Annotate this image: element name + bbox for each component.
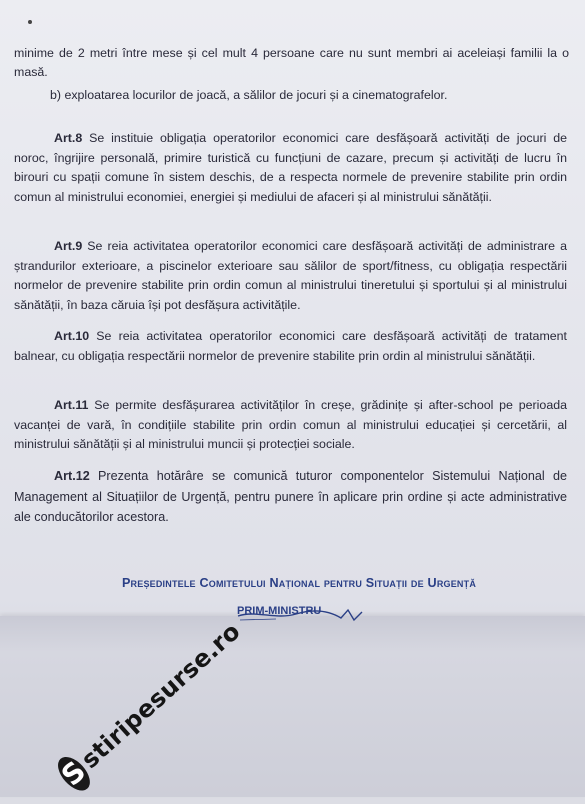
article-11-label: Art.11 — [54, 398, 89, 412]
article-8 — [14, 129, 567, 207]
article-8-text: Se instituie obligația operatorilor economici care desfășoară activități de jocuri de noroc, îngrijire personală, primire turistică cu funcțiuni de cazare, precum și activități de lucru în birouri cu spații comune în sistem deschis, de a respecta normele de prevenire stabilite prin ordin comun al ministrului economiei, energiei și mediului de afaceri și al ministrului sănătății. — [14, 131, 568, 204]
article-10-label: Art.10 — [54, 329, 90, 343]
watermark-text: stiripesurse.ro — [75, 617, 246, 774]
watermark-logo-icon: S — [52, 751, 96, 796]
signature-role: PRIM-MINISTRU — [237, 605, 322, 617]
article-9-text: Se reia activitatea operatorilor economici care desfășoară activități de administrare a ștrandurilor exterioare, a piscinelor exterioare sau sălilor de sport/fitness, cu obligația respectării normelor de prevenire stabilite prin ordin comun al ministrului tineretului și sportului și al ministrului sănătății, în baza căruia își pot desfășura activitățile. — [14, 239, 567, 312]
signature-title: Președintele Comitetului Național pentru Situații de Urgență — [121, 576, 477, 590]
article-11 — [14, 396, 567, 455]
intro-line: minime de 2 metri între mese și cel mult 4 persoane care nu sunt membri ai aceleiași familii la o masă. — [14, 46, 569, 79]
article-9-label: Art.9 — [54, 239, 83, 253]
article-10 — [14, 327, 567, 366]
article-9 — [14, 237, 567, 315]
speck — [28, 20, 32, 24]
article-11-text: Se permite desfășurarea activităților în creșe, grădinițe și after-school pe perioada vacanței de vară, în condițiile stabilite prin ordin comun al ministrului educației și cercetării, al ministrului sănătății și al ministrului muncii și protecției sociale. — [14, 398, 567, 451]
article-10-text: Se reia activitatea operatorilor economici care desfășoară activități de tratament balnear, cu obligația respectării normelor de prevenire stabilite prin ordin al ministrului sănătății. — [14, 329, 567, 363]
article-8-label: Art.8 — [54, 131, 83, 145]
article-12-text: Prezenta hotărâre se comunică tuturor componentelor Sistemului Național de Management al Situațiilor de Urgență, pentru punere în aplicare prin ordine și acte administrative ale conducătorilor acestora. — [14, 469, 567, 524]
list-item-b: b) exploatarea locurilor de joacă, a sălilor de jocuri și a cinematografelor. — [50, 88, 448, 102]
handwritten-signature — [236, 604, 366, 626]
article-12 — [14, 466, 567, 528]
article-12-label: Art.12 — [54, 469, 90, 483]
